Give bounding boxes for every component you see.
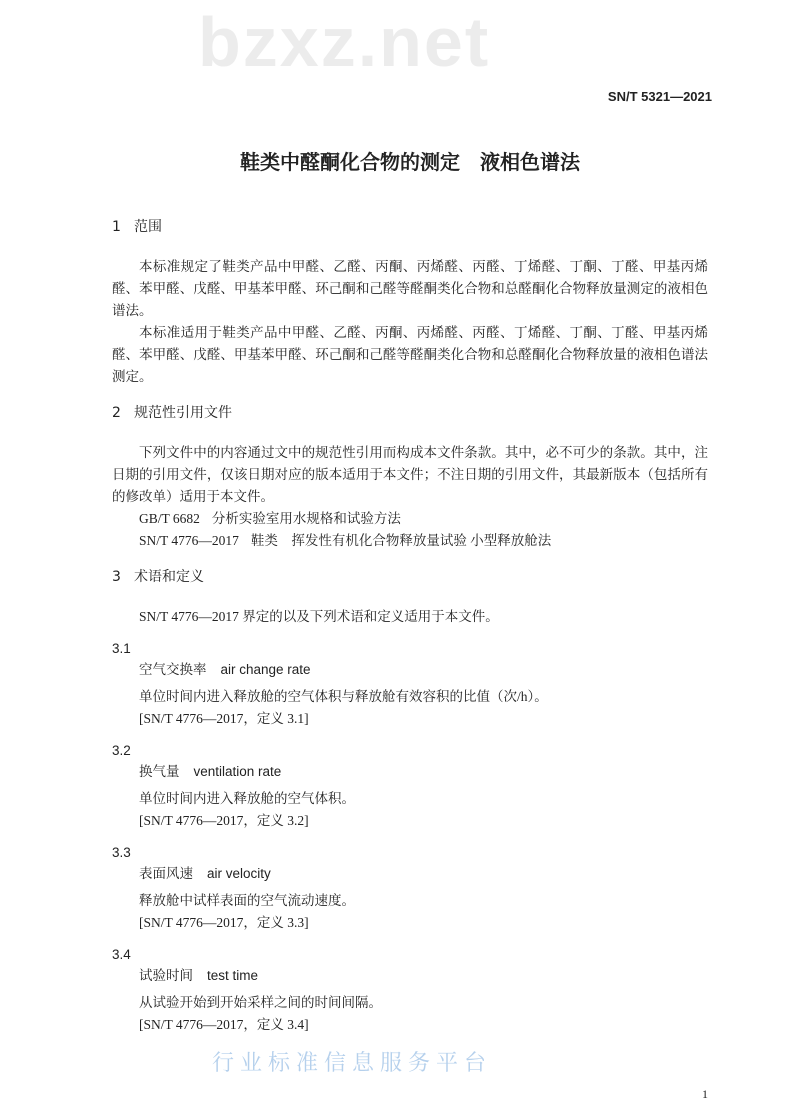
term-source: [SN/T 4776—2017，定义 3.3] xyxy=(139,915,309,930)
section-number: 2 xyxy=(112,405,121,421)
reference-item xyxy=(112,530,708,552)
term-zh: 换气量 xyxy=(139,764,180,780)
term-en: ventilation rate xyxy=(193,764,282,779)
term-source: [SN/T 4776—2017，定义 3.1] xyxy=(139,711,309,726)
term-definition: 单位时间内进入释放舱的空气体积。 xyxy=(139,791,355,806)
section-heading-normative-references xyxy=(112,404,708,422)
paragraph: 本标准适用于鞋类产品中甲醛、乙醛、丙酮、丙烯醛、丙醛、丁烯醛、丁酮、丁醛、甲基丙烯醛、苯甲醛、戊醛、甲基苯甲醛、环己酮和己醛等醛酮类化合物和总醛酮化合物释放量的液相色谱法测定。 xyxy=(112,325,708,384)
page-number: 1 xyxy=(702,1087,708,1101)
term-number: 3.3 xyxy=(112,845,131,860)
reference-code: SN/T 4776—2017 xyxy=(139,533,239,548)
section-title: 规范性引用文件 xyxy=(134,405,232,421)
spacer xyxy=(112,388,708,404)
reference-title: 分析实验室用水规格和试验方法 xyxy=(211,511,401,526)
term-zh: 表面风速 xyxy=(139,866,193,882)
term-number: 3.4 xyxy=(112,947,131,962)
reference-item xyxy=(112,508,708,530)
section-heading-scope xyxy=(112,218,708,236)
document-body xyxy=(112,148,708,1102)
term-definition: 释放舱中试样表面的空气流动速度。 xyxy=(139,893,355,908)
term-number: 3.2 xyxy=(112,743,131,758)
section-title: 术语和定义 xyxy=(134,569,204,585)
spacer xyxy=(112,552,708,568)
standard-number: SN/T 5321—2021 xyxy=(607,89,712,104)
term-title xyxy=(112,762,708,782)
term-definition: 从试验开始到开始采样之间的时间间隔。 xyxy=(139,995,382,1010)
paragraph: SN/T 4776—2017 界定的以及下列术语和定义适用于本文件。 xyxy=(139,609,499,624)
term-title xyxy=(112,966,708,986)
section-number: 1 xyxy=(112,219,121,235)
reference-code: GB/T 6682 xyxy=(139,511,200,526)
term-title xyxy=(112,864,708,884)
section-title: 范围 xyxy=(134,219,162,235)
section-heading-terms xyxy=(112,568,708,586)
site-watermark: bzxz.net xyxy=(198,3,491,81)
reference-title: 鞋类 挥发性有机化合物释放量试验 小型释放舱法 xyxy=(250,533,552,548)
term-source: [SN/T 4776—2017，定义 3.2] xyxy=(139,813,309,828)
paragraph: 下列文件中的内容通过文中的规范性引用而构成本文件条款。其中，必不可少的条款。其中，注日期的引用文件，仅该日期对应的版本适用于本文件；不注日期的引用文件，其最新版本（包括所有的修改单）适用于本文件。 xyxy=(112,445,708,504)
document-title: 鞋类中醛酮化合物的测定 液相色谱法 xyxy=(240,150,580,174)
term-source: [SN/T 4776—2017，定义 3.4] xyxy=(139,1017,309,1032)
term-definition: 单位时间内进入释放舱的空气体积与释放舱有效容积的比值（次/h）。 xyxy=(139,689,548,704)
platform-watermark: 行业标准信息服务平台 xyxy=(212,1051,493,1076)
term-en: test time xyxy=(207,968,259,983)
paragraph: 本标准规定了鞋类产品中甲醛、乙醛、丙酮、丙烯醛、丙醛、丁烯醛、丁酮、丁醛、甲基丙烯醛、苯甲醛、戊醛、甲基苯甲醛、环己酮和己醛等醛酮类化合物和总醛酮化合物释放量测定的液相色谱法。 xyxy=(112,259,708,318)
term-zh: 空气交换率 xyxy=(139,662,207,678)
term-en: air velocity xyxy=(207,866,271,881)
term-zh: 试验时间 xyxy=(139,968,193,984)
term-en: air change rate xyxy=(220,662,311,677)
term-number: 3.1 xyxy=(112,641,131,656)
section-number: 3 xyxy=(112,569,121,585)
term-title xyxy=(112,660,708,680)
